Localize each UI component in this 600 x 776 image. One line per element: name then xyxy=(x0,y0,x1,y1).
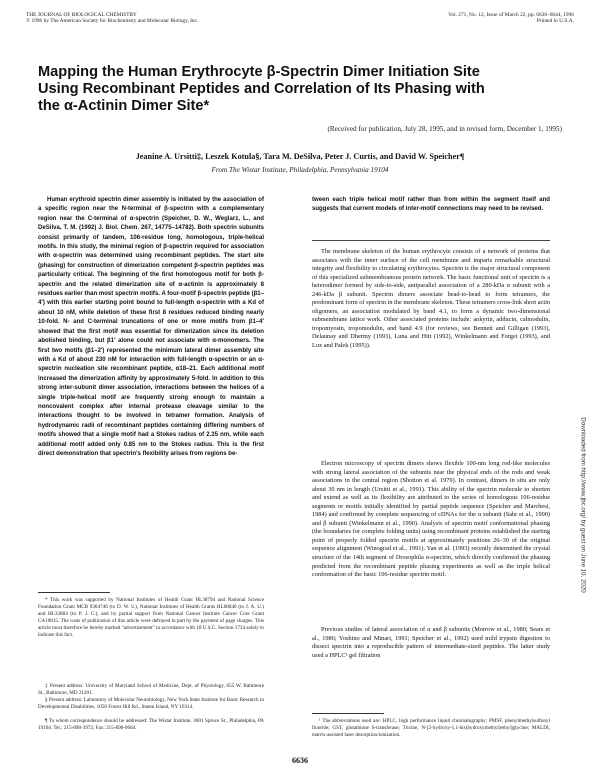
body-paragraph-2: Electron microscopy of spectrin dimers shows flexible 100-nm long rod-like molecules with strong lateral association of the subunits near the physical ends of the rods and weak associations in the central region (Shotton et al. 1979). In contrast, dimers in situ are only about 30 nm in length (Ursitti et al., 1991). This ability of the spectrin molecule to shorten and extend as well as its flexibility are attributed to the series of homologous 106-residue segments or motifs initially identified by partial peptide sequence (Speicher and Marchesi, 1984) and confirmed by complete sequencing of cDNAs for the α subunit (Sahr et al., 1990) and β subunit (Winkelmann et al., 1990). Analysis of spectrin motif conformational phasing (the boundaries for complete folding units) using recombinant proteins established the starting point of properly folded spectrin motifs at approximately positions 26–30 of the original sequence alignment (Winograd et al., 1991). Yan et al. (1993) recently determined the crystal structure of the 14th segment of Drosophila α-spectrin, which directly confirmed the phasing predicted from the recombinant peptide phasing experiments as well as the triple helical conformation of the basic 106-residue spectrin motif. xyxy=(312,460,550,579)
body-paragraph-3: Previous studies of lateral association of α and β subunits (Morrow et al., 1980; Sears et al., 1986; Yoshino and Minari, 1991; Speicher et al., 1992) used mild trypsin digestion to dissect spectrin into a reproducible pattern of intermediate-sized peptides. The latter study used a HPLC¹ gel filtration xyxy=(312,626,550,659)
volume-issue-line: Vol. 271, No. 12, Issue of March 22, pp. 6636–6644, 1996 xyxy=(448,12,574,18)
article-title xyxy=(38,64,558,116)
download-note: Downloaded from http://www.jbc.org/ by guest on June 10, 2020 xyxy=(579,417,587,593)
author-list: Jeanine A. Ursitti‡, Leszek Kotula§, Tara M. DeSilva, Peter J. Curtis, and David W. Speicher¶ xyxy=(135,152,465,161)
abstract-continuation: tween each triple helical motif rather than from within the segment itself and suggests that current models of inter-motif connections may need to be revised. xyxy=(312,197,550,213)
journal-header-right xyxy=(448,12,574,25)
journal-name: THE JOURNAL OF BIOLOGICAL CHEMISTRY xyxy=(26,12,137,18)
received-dates: (Received for publication, July 28, 1995, and in revised form, December 1, 1995) xyxy=(327,125,562,133)
page-number: 6636 xyxy=(292,756,308,765)
footnote-divider-right xyxy=(312,713,384,714)
footnote-correspondence: ¶ To whom correspondence should be addressed: The Wistar Institute, 3601 Spruce St., Philadelphia, PA 19104. Tel.: 215-898-3972; Fax: 215-898-0664. xyxy=(38,718,264,732)
abstract-divider xyxy=(312,240,550,241)
download-watermark xyxy=(579,360,587,650)
title-line-1: Mapping the Human Erythrocyte β-Spectrin Dimer Initiation Site xyxy=(38,64,480,80)
footnote-address-1: ‡ Present address: University of Maryland School of Medicine, Dept. of Physiology, 655 W. Baltimore St., Baltimore, MD 21201. xyxy=(38,683,264,697)
title-line-2: Using Recombinant Peptides and Correlation of Its Phasing with xyxy=(38,81,485,98)
footnote-abbreviations: ¹ The abbreviations used are: HPLC, high performance liquid chromatography; PMSF, phenylmethylsulfonyl fluoride; GST, glutathione S-transferase; Tricine, N-[2-hydroxy-1,1-bis(hydroxymethyl)ethyl]glycine; MALDI, matrix-assisted laser desorption/ionization. xyxy=(312,718,550,739)
journal-header-left xyxy=(26,12,198,25)
footnote-funding: * This work was supported by National Institutes of Health Grant HL38794 and National Science Foundation Grant MCB 9304746 (to D. W. S.), National Institutes of Health Grants HL08840 (to J. A. U.) and HL33884 (to P. J. C.), and by partial support from National Cancer Institute Cancer Core Grant CA10815. The costs of publication of this article were defrayed in part by the payment of page charges. This article must therefore be hereby marked "advertisement" in accordance with 18 U.S.C. Section 1734 solely to indicate this fact. xyxy=(38,597,264,639)
title-line-3: the α-Actinin Dimer Site* xyxy=(38,98,210,115)
abstract-left-column: Human erythroid spectrin dimer assembly is initiated by the association of a specific region near the N-terminal of β-spectrin with a complementary region near the C-terminal of α-spectrin (Speicher, D. W., Weglarz, L., and DeSilva, T. M. (1992) J. Biol. Chem. 267, 14775–14782). Both spectrin subunits consist primarily of tandem, 106-residue long, homologous, triple-helical motifs. In this study, the minimal region of β-spectrin required for association with α-spectrin was determined using recombinant peptides. The start site (phasing) for construction of dimerization competent β-spectrin peptides was particularly critical. The beginning of the first homologous motif for both β-spectrin and the related dimerization site of α-actinin is approximately 8 residues earlier than most spectrin motifs. A four-motif β-spectrin peptide (β1–4′) with this earlier starting point bound to full-length α-spectrin with a Kd of about 10 nM, while deletion of these first 8 residues reduced binding nearly 10-fold. N- and C-terminal truncations of one or more motifs from β1–4′ showed that the first motif was essential for dimerization since its deletion abolished binding, but β1′ alone could not associate with α-monomers. The first two motifs (β1–2′) represented the minimum lateral dimer assembly site with a Kd of about 230 nM for interaction with full-length α-spectrin or an α-spectrin nucleation site recombinant peptide, α18–21. Each additional motif increased the dimerization affinity by approximately 5-fold. In addition to this strong inter-subunit dimer association, interactions between the helices of a single triple-helical motif are frequently strong enough to maintain a noncovalent complex after internal protease cleavage similar to the interactions thought to be involved in tetramer formation. Analysis of hydrodynamic radii of recombinant peptides containing differing numbers of motifs showed that a single motif had a Stokes radius of 2.35 nm, while each additional motif added only 0.85 nm to the Stokes radius. This is the first direct demonstration that spectrin's flexibility arises from regions be- xyxy=(38,197,265,457)
printed-line: Printed in U.S.A. xyxy=(536,18,574,25)
copyright-line: © 1996 by The American Society for Biochemistry and Molecular Biology, Inc. xyxy=(26,18,199,25)
footnote-divider-left xyxy=(38,592,110,593)
body-paragraph-1: The membrane skeleton of the human erythrocyte consists of a network of proteins that associates with the inner surface of the cell membrane and imparts remarkable structural integrity and flexibility to circulating erythrocytes. Spectrin is the major structural component of this specialized submembranous protein network. The basic functional unit of spectrin is a heterodimer formed by side-to-side, antiparallel association of a 280-kDa α subunit with a 246-kDa β subunit. Spectrin dimers associate head-to-head to form tetramers, the predominant form of spectrin in the membrane skeleton. These tetramers cross-link short actin oligomers, an association modulated by band 4.1, to form a dynamic two-dimensional submembrane lattice work. Other associated proteins include: ankyrin, adducin, calmodulin, tropomyosin, tropomodulin, and band 4.9 (for reviews, see Bennett and Gilligan (1993), Delaunay and Dhermy (1993), Luna and Hitt (1992), Winkelmann and Forget (1993), and Lux and Palek (1995)). xyxy=(312,248,550,350)
affiliation: From The Wistar Institute, Philadelphia, Pennsylvania 19104 xyxy=(211,166,389,174)
footnote-address-2: § Present address: Laboratory of Molecular Neurobiology, New York State Institute for Basic Research in Developmental Disabilities, 1050 Forest Hill Rd., Staten Island, NY 10314. xyxy=(38,697,264,711)
